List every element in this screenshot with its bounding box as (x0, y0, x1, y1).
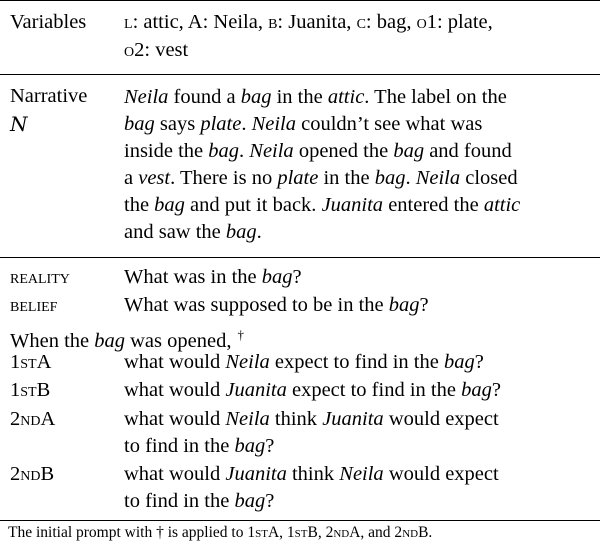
text-run: and saw the (124, 221, 226, 243)
text-run: nd (333, 524, 350, 541)
rule-after-variables (0, 74, 600, 75)
text-run: . (405, 167, 416, 189)
text-run: the (124, 194, 155, 216)
italic-term: Neila (124, 86, 169, 108)
narrative-symbol: N (10, 112, 28, 136)
reality-label: reality (10, 266, 70, 288)
text-run: what would (124, 408, 226, 430)
text-run: what would (124, 463, 226, 485)
text-run: to find in the (124, 490, 235, 512)
text-run: what would (124, 379, 226, 401)
narrative-line (124, 111, 594, 138)
bottom-rule (0, 520, 600, 521)
italic-term: bag (388, 294, 420, 316)
var-b-value: : Juanita, (277, 11, 357, 33)
italic-term: Juanita (225, 379, 287, 401)
question-line (124, 488, 594, 515)
italic-term: bag (154, 194, 185, 216)
text-run: would expect (383, 408, 499, 430)
var-o1-value: : plate, (436, 11, 493, 33)
text-run: in the (271, 86, 328, 108)
order-ordinal: nd (20, 463, 41, 485)
question-line (124, 406, 594, 433)
order-number: 2 (10, 463, 21, 485)
order-ordinal: nd (20, 408, 41, 430)
var-o1-key: o1 (416, 11, 437, 33)
italic-term: attic (327, 86, 365, 108)
var-c-key: c (356, 11, 366, 33)
text-run: . (241, 113, 252, 135)
question-line (124, 461, 594, 488)
var-l-key: l (124, 11, 133, 33)
italic-term: bag (443, 351, 475, 373)
order-number: 1 (10, 351, 21, 373)
second-a-label (10, 406, 55, 433)
italic-term: bag (94, 330, 125, 352)
order-number: 1 (10, 379, 21, 401)
order-number: 2 (10, 408, 21, 430)
dagger-mark: † (237, 327, 244, 342)
text-run: st (294, 524, 308, 541)
text-run: think (286, 463, 340, 485)
top-rule (0, 0, 600, 1)
text-run: would expect (383, 463, 499, 485)
italic-term: bag (124, 113, 155, 135)
italic-term: Neila (251, 113, 296, 135)
narrative-label: Narrative (10, 85, 88, 107)
question-line (124, 377, 594, 404)
text-run: to find in the (124, 435, 235, 457)
italic-term: Neila (225, 351, 270, 373)
narrative-line (124, 192, 594, 219)
text-run: entered the (383, 194, 484, 216)
italic-term: Neila (415, 167, 461, 189)
italic-term: bag (225, 221, 257, 243)
var-a-key: A (187, 11, 203, 33)
var-b-key: b (268, 11, 278, 33)
italic-term: Juanita (322, 408, 384, 430)
text-run: ? (474, 351, 484, 373)
italic-term: bag (261, 266, 293, 288)
question-line (124, 433, 594, 460)
text-run: nd (402, 524, 419, 541)
text-run: What was supposed to be in the (124, 294, 389, 316)
text-run: what would (124, 351, 226, 373)
text-run: inside the (124, 140, 209, 162)
text-run: in the (318, 167, 375, 189)
italic-term: attic (483, 194, 521, 216)
text-run: A, and 2 (349, 524, 403, 541)
italic-term: bag (393, 140, 425, 162)
text-run: B. (418, 524, 433, 541)
text-run: and put it back. (184, 194, 322, 216)
italic-term: bag (208, 140, 240, 162)
order-agent: A (36, 351, 52, 373)
italic-term: Neila (249, 140, 294, 162)
var-c-value: : bag, (365, 11, 417, 33)
italic-term: bag (374, 167, 406, 189)
second-b-label (10, 461, 54, 488)
rule-after-narrative (0, 257, 600, 258)
second-b-question (124, 461, 594, 515)
narrative-line (124, 84, 594, 111)
text-run: ? (491, 379, 501, 401)
second-a-question (124, 406, 594, 460)
text-run: What was in the (124, 266, 262, 288)
text-run: opened the (293, 140, 394, 162)
text-run: ? (292, 266, 302, 288)
text-run: ? (419, 294, 429, 316)
var-o2-key: o2 (124, 39, 145, 61)
text-run: expect to find in the (269, 351, 444, 373)
text-run: expect to find in the (286, 379, 462, 401)
text-run: B, 2 (307, 524, 334, 541)
first-a-question (124, 349, 594, 376)
text-run: a (124, 167, 139, 189)
italic-term: Juanita (225, 463, 287, 485)
text-run: ? (265, 435, 275, 457)
italic-term: Juanita (321, 194, 384, 216)
italic-term: bag (234, 490, 266, 512)
text-run: found a (168, 86, 241, 108)
var-a-value: : Neila, (202, 11, 269, 33)
order-ordinal: st (20, 379, 37, 401)
var-o2-value: : vest (144, 39, 189, 61)
first-a-label (10, 349, 51, 376)
italic-term: bag (240, 86, 272, 108)
italic-term: plate (277, 167, 319, 189)
variables-line-2 (124, 37, 594, 64)
text-run: closed (460, 167, 518, 189)
narrative-line (124, 219, 594, 246)
text-run: couldn’t see what was (295, 113, 483, 135)
italic-term: Neila (339, 463, 384, 485)
order-agent: A (40, 408, 56, 430)
text-run: The initial prompt with † is applied to 1 (8, 524, 256, 541)
variables-line-1 (124, 9, 594, 36)
question-line (124, 349, 594, 376)
text-run: was opened, (125, 330, 232, 352)
text-run: think (269, 408, 323, 430)
italic-term: Neila (225, 408, 270, 430)
order-agent: B (40, 463, 55, 485)
italic-term: vest (138, 167, 171, 189)
variables-label: Variables (10, 11, 87, 33)
italic-term: plate (200, 113, 242, 135)
reality-question (124, 264, 594, 291)
narrative-line (124, 165, 594, 192)
italic-term: bag (461, 379, 492, 401)
order-ordinal: st (20, 351, 37, 373)
text-run: st (255, 524, 268, 541)
text-run: . (239, 140, 250, 162)
italic-term: bag (234, 435, 266, 457)
text-run: . The label on the (364, 86, 507, 108)
text-run: and found (424, 140, 512, 162)
first-b-label (10, 377, 50, 404)
text-run: ? (265, 490, 275, 512)
var-l-value: : attic, (132, 11, 188, 33)
narrative-line (124, 138, 594, 165)
narrative-text (124, 84, 594, 246)
text-run: When the (10, 330, 95, 352)
order-agent: B (36, 379, 51, 401)
text-run: says (154, 113, 201, 135)
text-run: A, 1 (267, 524, 295, 541)
text-run: . There is no (170, 167, 278, 189)
first-b-question (124, 377, 594, 404)
text-run: . (256, 221, 262, 243)
belief-label: belief (10, 294, 58, 316)
footnote (8, 523, 432, 543)
belief-question (124, 292, 594, 319)
